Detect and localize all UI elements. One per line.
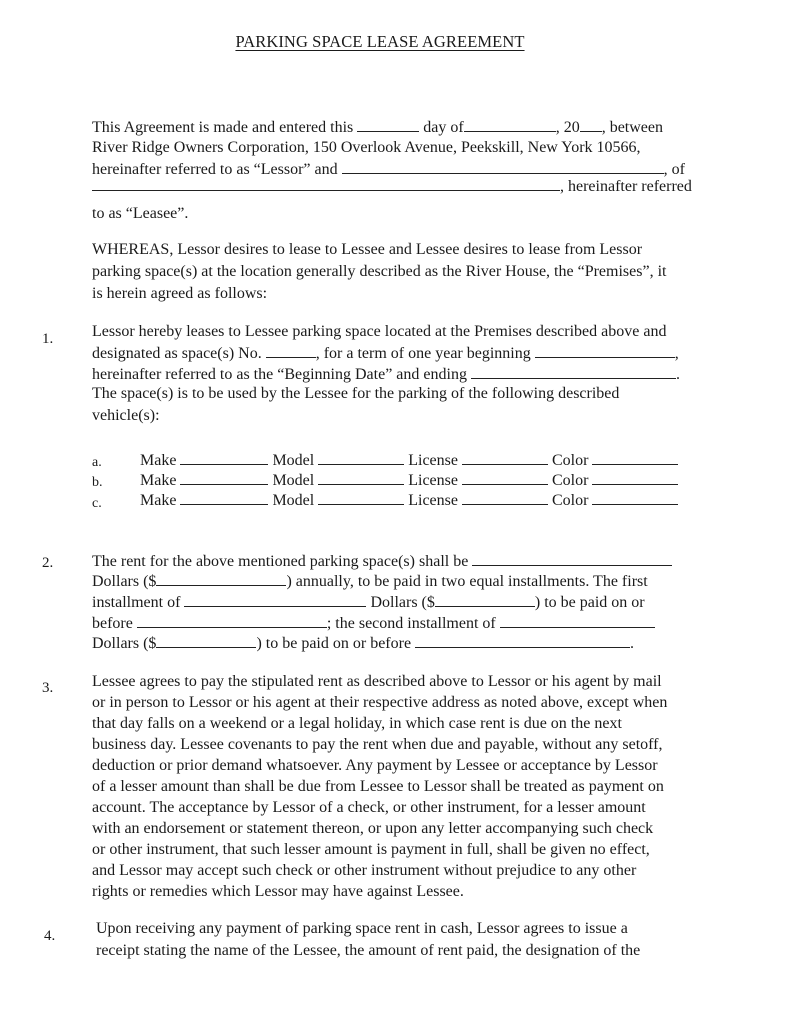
section-2-line-5: Dollars ($ ) to be paid on or before . [92,635,635,652]
vehicle-a-model-field[interactable] [318,450,404,465]
whereas-line-3: is herein agreed as follows: [92,285,268,302]
rent-words-field[interactable] [472,551,672,566]
section-2-line-2: Dollars ($ ) annually, to be paid in two equal installments. The first [92,573,648,590]
vehicle-c-license-field[interactable] [462,490,548,505]
vehicle-b-license-field[interactable] [462,470,548,485]
section-1-line-1: Lessor hereby leases to Lessee parking space located at the Premises described above and [92,323,667,340]
section-2-number: 2. [42,555,54,571]
month-field[interactable] [464,117,556,132]
first-installment-words-field[interactable] [184,592,366,607]
whereas-line-1: WHEREAS, Lessor desires to lease to Lessee and Lessee desires to lease from Lessor [92,241,643,258]
whereas-line-2: parking space(s) at the location generally described as the River House, the “Premises”, it [92,263,667,280]
vehicle-b-model-field[interactable] [318,470,404,485]
vehicle-row-a: Make Model License Color [140,450,678,471]
ending-date-field[interactable] [471,364,676,379]
day-field[interactable] [357,117,419,132]
section-3-line: or other instrument, that such lesser amount is payment in full, shall be given no effect, [92,841,650,858]
year-field[interactable] [580,117,602,132]
vehicle-row-c-label: c. [92,496,102,511]
section-4-line: Upon receiving any payment of parking space rent in cash, Lessor agrees to issue a [96,920,628,937]
vehicle-c-model-field[interactable] [318,490,404,505]
second-installment-date-field[interactable] [415,633,630,648]
section-3-line: or in person to Lessor or his agent at their respective address as noted above, except when [92,694,668,711]
section-3-line: rights or remedies which Lessor may have against Lessee. [92,883,464,900]
section-2-line-4: before ; the second installment of [92,613,655,634]
vehicle-b-make-field[interactable] [180,470,268,485]
lessee-name-field[interactable] [342,159,664,174]
section-4-line: receipt stating the name of the Lessee, the amount of rent paid, the designation of the [96,942,641,959]
intro-line-1: This Agreement is made and entered this day of , 20 , between [92,119,664,136]
section-3-line: Lessee agrees to pay the stipulated rent as described above to Lessor or his agent by mail [92,673,662,690]
first-installment-date-field[interactable] [137,613,327,628]
section-1-line-2: designated as space(s) No. , for a term of one year beginning , [92,345,679,362]
section-2-line-1: The rent for the above mentioned parking space(s) shall be [92,551,672,572]
section-3-line: business day. Lessee covenants to pay the rent when due and payable, without any setoff, [92,736,663,753]
vehicle-a-color-field[interactable] [592,450,678,465]
section-4-number: 4. [44,928,56,944]
section-3-line: account. The acceptance by Lessor of a check, or other instrument, for a lesser amount [92,799,646,816]
vehicle-row-a-label: a. [92,455,102,470]
first-installment-amount-field[interactable] [435,592,535,607]
vehicle-row-b: Make Model License Color [140,470,678,491]
vehicle-b-color-field[interactable] [592,470,678,485]
rent-amount-field[interactable] [156,571,286,586]
document-title: PARKING SPACE LEASE AGREEMENT [235,32,525,51]
space-number-field[interactable] [266,343,316,358]
beginning-date-field[interactable] [535,343,675,358]
lessee-address-field[interactable] [92,176,560,191]
vehicle-row-b-label: b. [92,475,103,490]
intro-line-3: hereinafter referred to as “Lessor” and , of [92,161,685,178]
vehicle-c-color-field[interactable] [592,490,678,505]
vehicle-c-make-field[interactable] [180,490,268,505]
section-1-line-4: The space(s) is to be used by the Lessee for the parking of the following described [92,385,620,402]
section-1-line-5: vehicle(s): [92,407,160,424]
section-3-line: deduction or prior demand whatsoever. Any payment by Lessee or acceptance by Lessor [92,757,658,774]
intro-line-4: , hereinafter referred [92,176,692,197]
second-installment-amount-field[interactable] [156,633,256,648]
vehicle-a-license-field[interactable] [462,450,548,465]
section-2-line-3: installment of Dollars ($ ) to be paid on or [92,594,645,611]
section-3-number: 3. [42,680,54,696]
second-installment-words-field[interactable] [500,613,655,628]
section-3-line: that day falls on a weekend or a legal holiday, in which case rent is due on the next [92,715,622,732]
section-3-line: of a lesser amount than shall be due from Lessee to Lessor shall be treated as payment on [92,778,664,795]
vehicle-row-c: Make Model License Color [140,490,678,511]
section-3-line: and Lessor may accept such check or other instrument without prejudice to any other [92,862,637,879]
section-3-line: with an endorsement or statement thereon, or upon any letter accompanying such check [92,820,654,837]
section-1-number: 1. [42,331,54,347]
intro-line-2: River Ridge Owners Corporation, 150 Overlook Avenue, Peekskill, New York 10566, [92,139,641,156]
intro-line-5: to as “Leasee”. [92,205,189,222]
vehicle-a-make-field[interactable] [180,450,268,465]
section-1-line-3: hereinafter referred to as the “Beginning Date” and ending . [92,366,680,383]
